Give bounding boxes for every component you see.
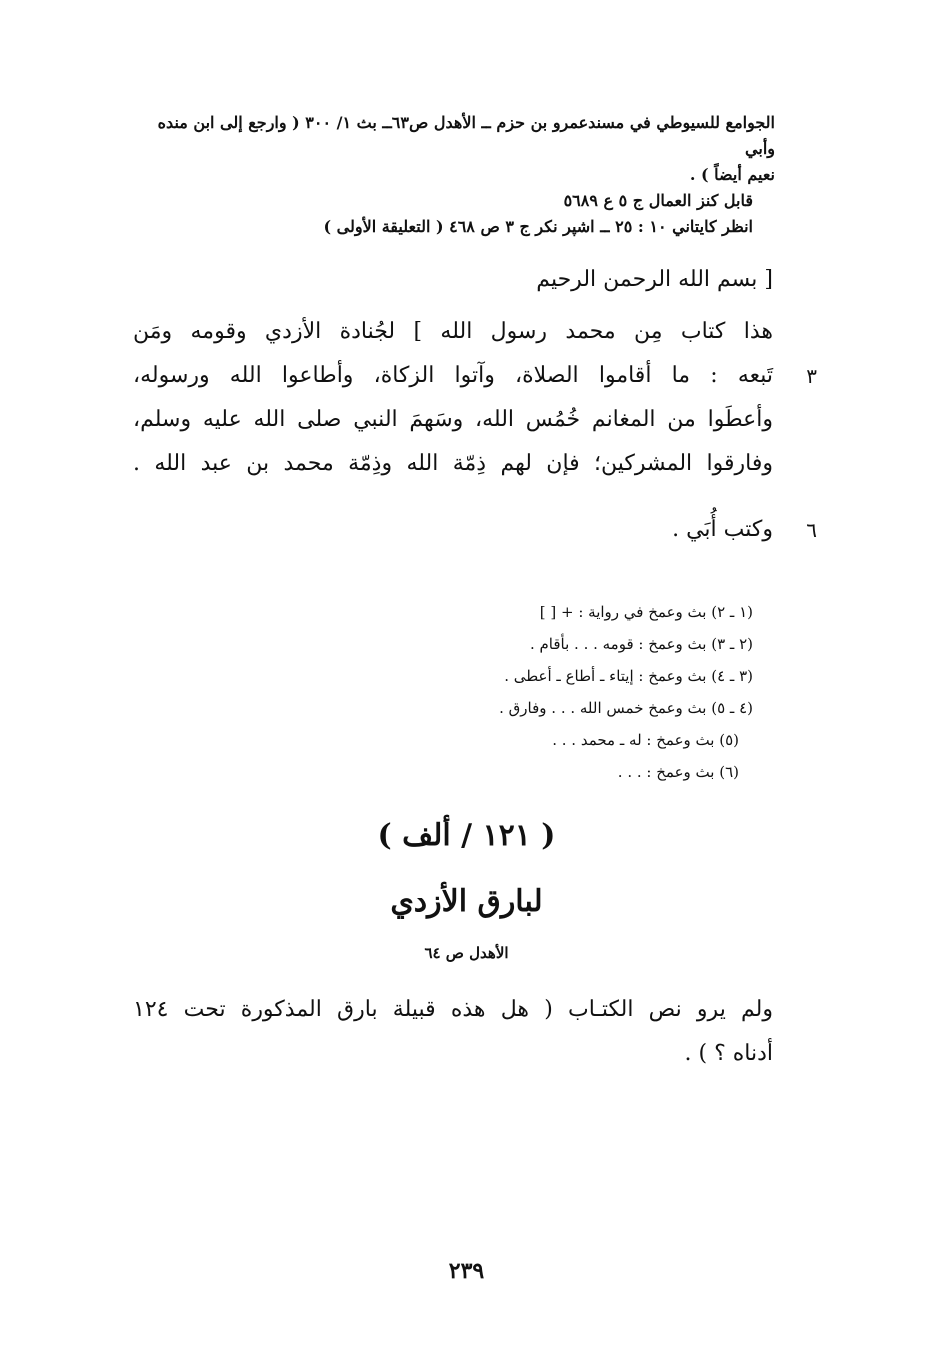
section-title: لبارق الأزدي (390, 884, 543, 919)
letter-line-2-text: تَبعه : ما أقاموا الصلاة، وآتوا الزكاة، وأطاعوا الله ورسوله، (133, 363, 773, 388)
letter-line-1 (133, 310, 773, 354)
basmala (133, 258, 773, 302)
signature-line (133, 508, 817, 552)
footnote-1: (١ ـ ٢) بث وعمخ في رواية : + [ ] (539, 603, 753, 621)
letter-line-3-text: وأعطَوا من المغانم خُمُس الله، وسَهمَ النبي صلى الله عليه وسلم، (133, 407, 773, 432)
footnotes (333, 596, 753, 788)
letter-line-2 (133, 354, 817, 398)
letter-line-3 (133, 398, 773, 442)
signature (133, 508, 817, 552)
letter-line-4 (133, 442, 773, 486)
header-note-line-2: نعيم أيضاً ) . (689, 165, 775, 184)
footnote-2: (٢ ـ ٣) بث وعمخ : قومه . . . بأقام . (529, 635, 753, 653)
footnote-3: (٣ ـ ٤) بث وعمخ : إيتاء ـ أطاع ـ أعطى . (504, 667, 753, 685)
line-number: ٣ (806, 364, 817, 388)
header-note-line-3: قابل كنز العمال ج ٥ ع ٥٦٨٩ (563, 191, 753, 210)
letter-line-4-text: وفارقوا المشركين؛ فإن لهم ذِمّة الله وذِمّة محمد بن عبد الله . (133, 451, 773, 476)
note-line-1: ولم يرو نص الكتـاب ( هل هذه قبيلة بارق المذكورة تحت ١٢٤ (133, 997, 773, 1022)
header-note (135, 110, 775, 240)
header-note-line-4: انظر كايتاني ١٠ : ٢٥ ــ اشپر نكر ج ٣ ص ٤٦٨ ( التعليقة الأولى ) (323, 217, 753, 236)
footnote-6: (٦) بث وعمخ : . . . (617, 763, 739, 781)
footnote-4: (٤ ـ ٥) بث وعمخ خمس الله . . . وفارق . (499, 699, 753, 717)
note (133, 988, 773, 1076)
section-number: ( ١٢١ / ألف ) (377, 818, 556, 853)
footnote-5: (٥) بث وعمخ : له ـ محمد . . . (552, 731, 739, 749)
page-number: ٢٣٩ (448, 1258, 485, 1284)
basmala-text: [ بسم الله الرحمن الرحيم (536, 267, 773, 292)
header-note-line-1: الجوامع للسيوطي في مسندعمرو بن حزم ــ الأهدل ص٦٣ــ بث ١/ ٣٠٠ ( وارجع إلى ابن منده وأبي (157, 113, 775, 158)
section-source: الأهدل ص ٦٤ (424, 944, 509, 962)
signature-text: وكتب أُبَي . (672, 517, 773, 542)
letter-body (133, 310, 817, 486)
letter-line-1-text: هذا كتاب مِن محمد رسول الله ] لجُنادة الأزدي وقومه ومَن (133, 319, 773, 344)
line-number: ٦ (806, 518, 817, 542)
note-line-2: أدناه ؟ ) . (684, 1041, 773, 1066)
